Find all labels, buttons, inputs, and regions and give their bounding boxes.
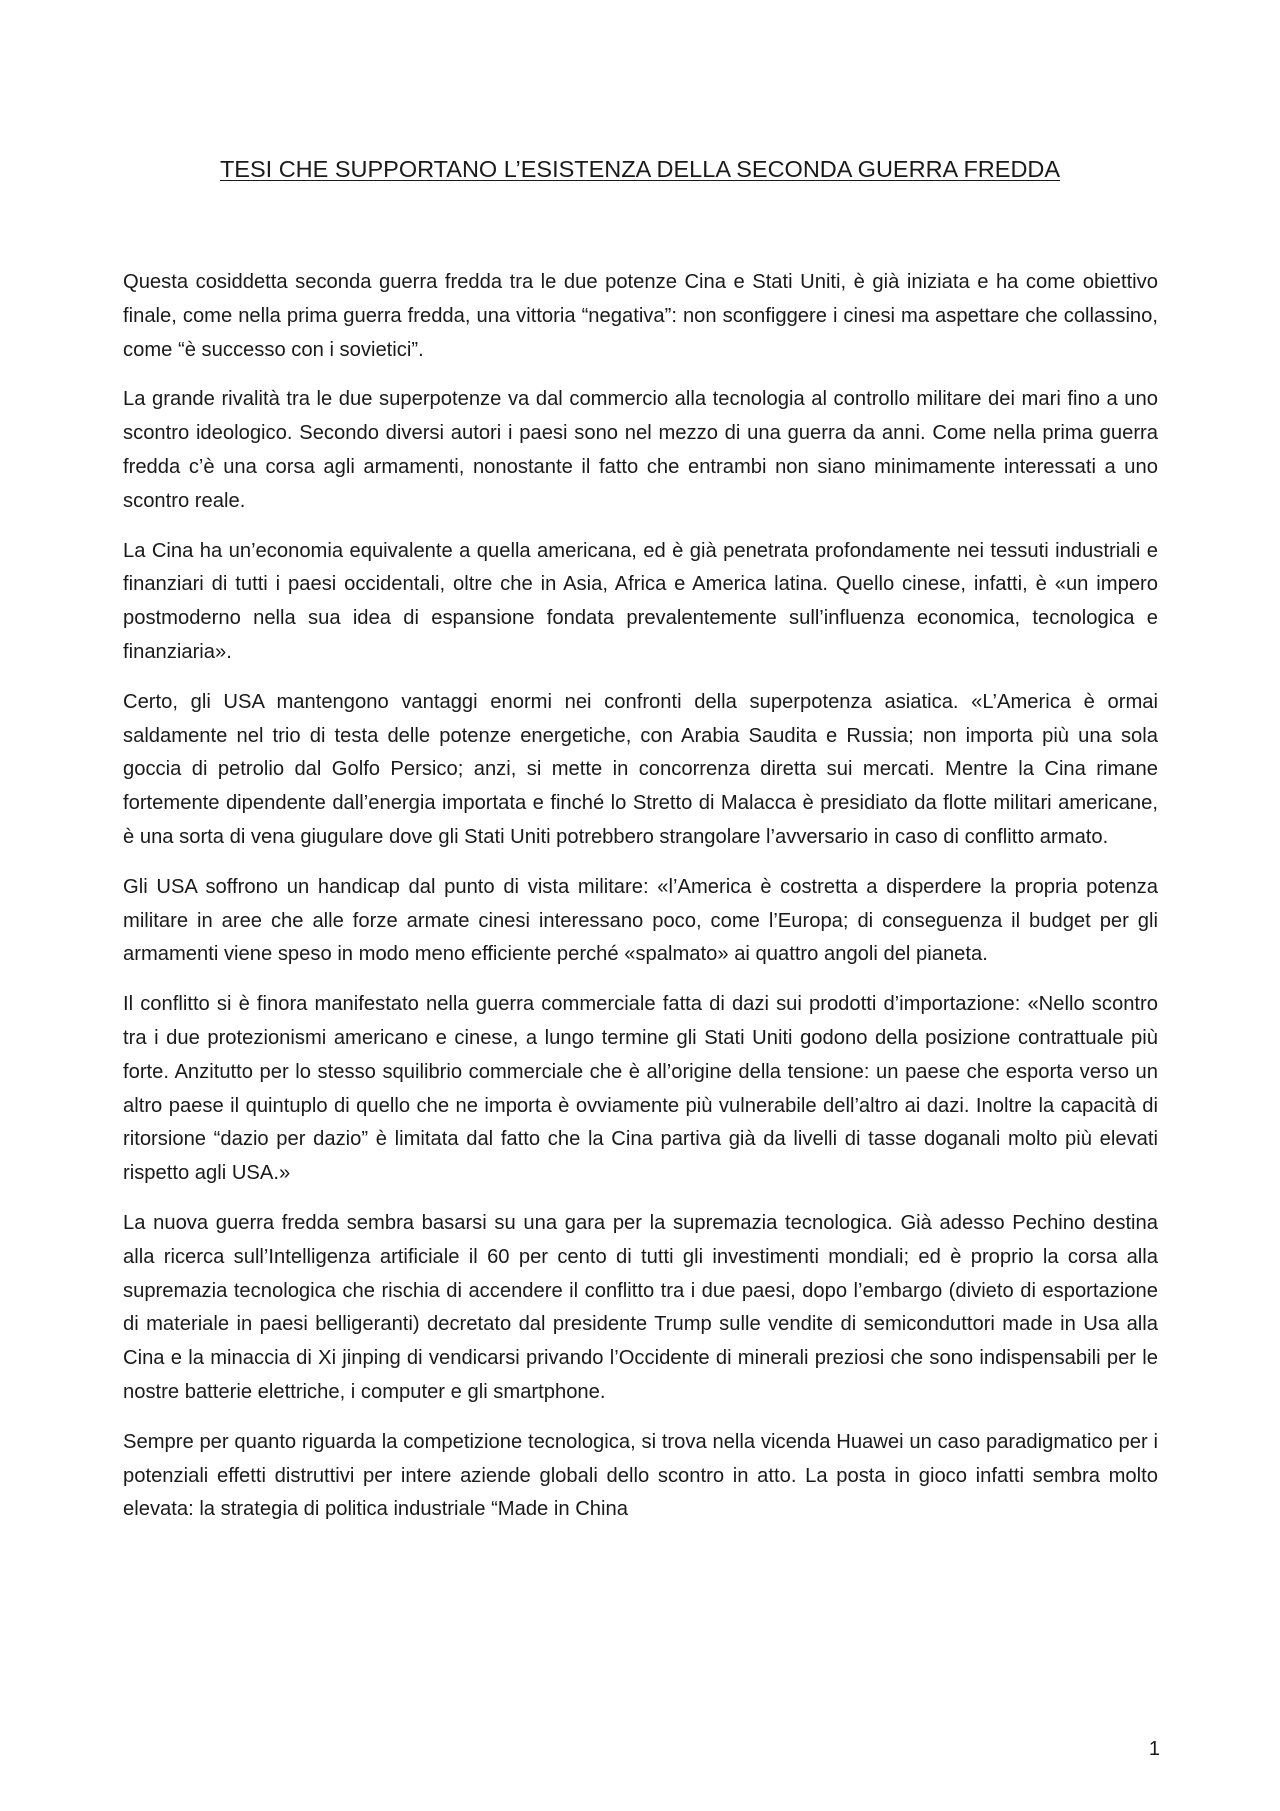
paragraph: Gli USA soffrono un handicap dal punto di vista militare: «l’America è costretta a disperdere la propria potenza militare in aree che alle forze armate cinesi interessano poco, come l’Europa; di conseguenza il budget per gli armamenti viene speso in modo meno efficiente perché «spalmato» ai quattro angoli del pianeta. bbox=[123, 875, 1158, 966]
paragraph: La nuova guerra fredda sembra basarsi su una gara per la supremazia tecnologica. Già adesso Pechino destina alla ricerca sull’Intelligenza artificiale il 60 per cento di tutti gli investimenti mondiali; ed è proprio la corsa alla supremazia tecnologica che rischia di accendere il conflitto tra i due paesi, dopo l’embargo (divieto di esportazione di materiale in paesi belligeranti) decretato dal presidente Trump sulle vendite di semiconduttori made in Usa alla Cina e la minaccia di Xi jinping di vendicarsi privando l’Occidente di minerali preziosi che sono indispensabili per le nostre batterie elettriche, i computer e gli smartphone. bbox=[123, 1211, 1158, 1403]
paragraph: La grande rivalità tra le due superpotenze va dal commercio alla tecnologia al controllo militare dei mari fino a uno scontro ideologico. Secondo diversi autori i paesi sono nel mezzo di una guerra da anni. Come nella prima guerra fredda c’è una corsa agli armamenti, nonostante il fatto che entrambi non siano minimamente interessati a uno scontro reale. bbox=[123, 388, 1158, 512]
document-body bbox=[123, 266, 1158, 1543]
paragraph: Questa cosiddetta seconda guerra fredda tra le due potenze Cina e Stati Uniti, è già iniziata e ha come obiettivo finale, come nella prima guerra fredda, una vittoria “negativa”: non sconfiggere i cinesi ma aspettare che collassino, come “è successo con i sovietici”. bbox=[123, 271, 1158, 361]
paragraph: La Cina ha un’economia equivalente a quella americana, ed è già penetrata profondamente nei tessuti industriali e finanziari di tutti i paesi occidentali, oltre che in Asia, Africa e America latina. Quello cinese, infatti, è «un impero postmoderno nella sua idea di espansione fondata prevalentemente sull’influenza economica, tecnologica e finanziaria». bbox=[123, 539, 1158, 663]
page-number: 1 bbox=[1148, 1738, 1160, 1760]
paragraph: Certo, gli USA mantengono vantaggi enormi nei confronti della superpotenza asiatica. «L’America è ormai saldamente nel trio di testa delle potenze energetiche, con Arabia Saudita e Russia; non importa più una sola goccia di petrolio dal Golfo Persico; anzi, si mette in concorrenza diretta sui mercati. Mentre la Cina rimane fortemente dipendente dall’energia importata e finché lo Stretto di Malacca è presidiato da flotte militari americane, è una sorta di vena giugulare dove gli Stati Uniti potrebbero strangolare l’avversario in caso di conflitto armato. bbox=[123, 690, 1158, 848]
paragraph: Il conflitto si è finora manifestato nella guerra commerciale fatta di dazi sui prodotti d’importazione: «Nello scontro tra i due protezionismi americano e cinese, a lungo termine gli Stati Uniti godono della posizione contrattuale più forte. Anzitutto per lo stesso squilibrio commerciale che è all’origine della tensione: un paese che esporta verso un altro paese il quintuplo di quello che ne importa è ovviamente più vulnerabile dell’altro ai dazi. Inoltre la capacità di ritorsione “dazio per dazio” è limitata dal fatto che la Cina partiva già da livelli di tasse doganali molto più elevati rispetto agli USA.» bbox=[123, 993, 1158, 1185]
document-title: TESI CHE SUPPORTANO L’ESISTENZA DELLA SECONDA GUERRA FREDDA bbox=[219, 156, 1061, 182]
paragraph: Sempre per quanto riguarda la competizione tecnologica, si trova nella vicenda Huawei un caso paradigmatico per i potenziali effetti distruttivi per intere aziende globali dello scontro in atto. La posta in gioco infatti sembra molto elevata: la strategia di politica industriale “Made in China bbox=[123, 1430, 1158, 1521]
